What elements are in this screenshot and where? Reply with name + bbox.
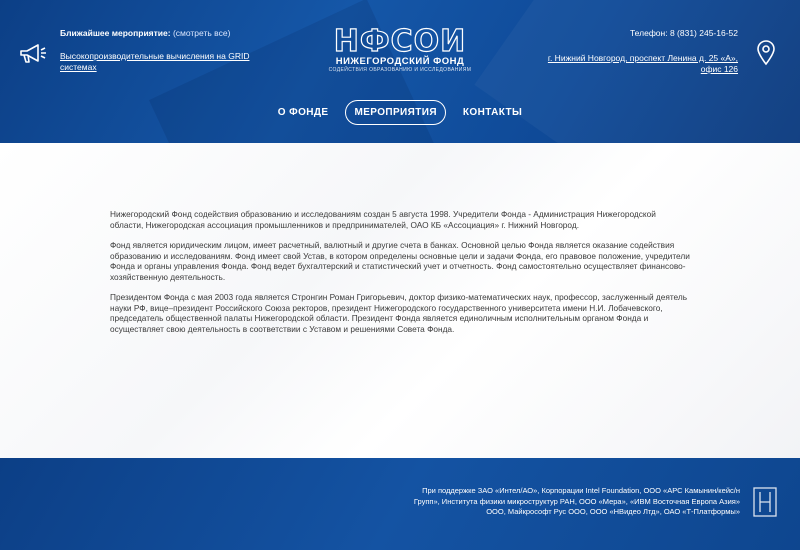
nav-events[interactable]: МЕРОПРИЯТИЯ [345, 100, 445, 125]
logo[interactable] [320, 26, 480, 86]
nav-about[interactable]: О ФОНДЕ [277, 106, 329, 118]
paragraph-founding: Нижегородский Фонд содействия образованию и исследованиям создан 5 августа 1998. Учредители Фонда - Администрация Нижегородской области, Нижегородская ассоциация промышленников и предпринимателей, ОАО КБ «Ассоциация» г. Нижний Новгород. [110, 209, 656, 230]
main-nav [0, 97, 800, 127]
nav-contacts[interactable]: КОНТАКТЫ [462, 106, 523, 118]
logo-name: НИЖЕГОРОДСКИЙ ФОНД [335, 56, 465, 67]
megaphone-icon [18, 42, 48, 66]
about-text [110, 209, 690, 344]
main-content [0, 143, 800, 458]
address-link[interactable]: г. Нижний Новгород, проспект Ленина д. 25 «А», офис 126 [547, 53, 738, 74]
map-pin-icon[interactable] [756, 40, 776, 66]
header [0, 0, 800, 143]
contact-info [538, 28, 738, 75]
event-heading [60, 28, 280, 39]
see-all-link[interactable]: (смотреть все) [172, 28, 231, 38]
paragraph-president: Президентом Фонда с мая 2003 года является Стронгин Роман Григорьевич, доктор физико-математических наук, профессор, заслуженный деятель науки РФ, вице–президент Российского Союза ректоров, президент Нижегородского государственного университета имени Н.И. Лобачевского, председатель общественной палаты Нижегородской области. Президент Фонда является единоличным исполнительным органом Фонда и осуществляет свою деятельность в соответствии с Уставом и решениями Совета Фонда. [110, 292, 688, 334]
footer [0, 458, 800, 550]
logo-subtitle: СОДЕЙСТВИЯ ОБРАЗОВАНИЮ И ИССЛЕДОВАНИЯМ [328, 67, 472, 73]
nearest-event [60, 28, 280, 73]
sponsors-text: При поддержке ЗАО «Интел/АО», Корпорации Intel Foundation, ООО «АРС Камынин/кейс/н Групп», Института физики микроструктур РАН, ООО «Мера», «ИВМ Восточная Европа Азия» ООО, Майкрософт Рус ООО, ООО «НВидео Лтд», ОАО «Т-Платформы» [413, 486, 740, 516]
footer-logo-icon [752, 486, 778, 518]
event-label: Ближайшее мероприятие: [60, 28, 171, 38]
phone-number: Телефон: 8 (831) 245-16-52 [629, 28, 738, 38]
logo-mark: НФСОИ [333, 24, 467, 59]
event-link[interactable]: Высокопроизводительные вычисления на GRID системах [60, 51, 250, 72]
paragraph-status: Фонд является юридическим лицом, имеет расчетный, валютный и другие счета в банках. Основной целью Фонда является оказание содействия образованию и исследованиям. Фонд имеет свой Устав, в котором определены основные цели и задачи Фонда, его правовое положение, учредители Фонда и органы управления Фонда. Фонд ведет бухгалтерский и статистический учет и отчетность. Фонд самостоятельно осуществляет финансово-хозяйственную деятельность. [110, 240, 690, 282]
